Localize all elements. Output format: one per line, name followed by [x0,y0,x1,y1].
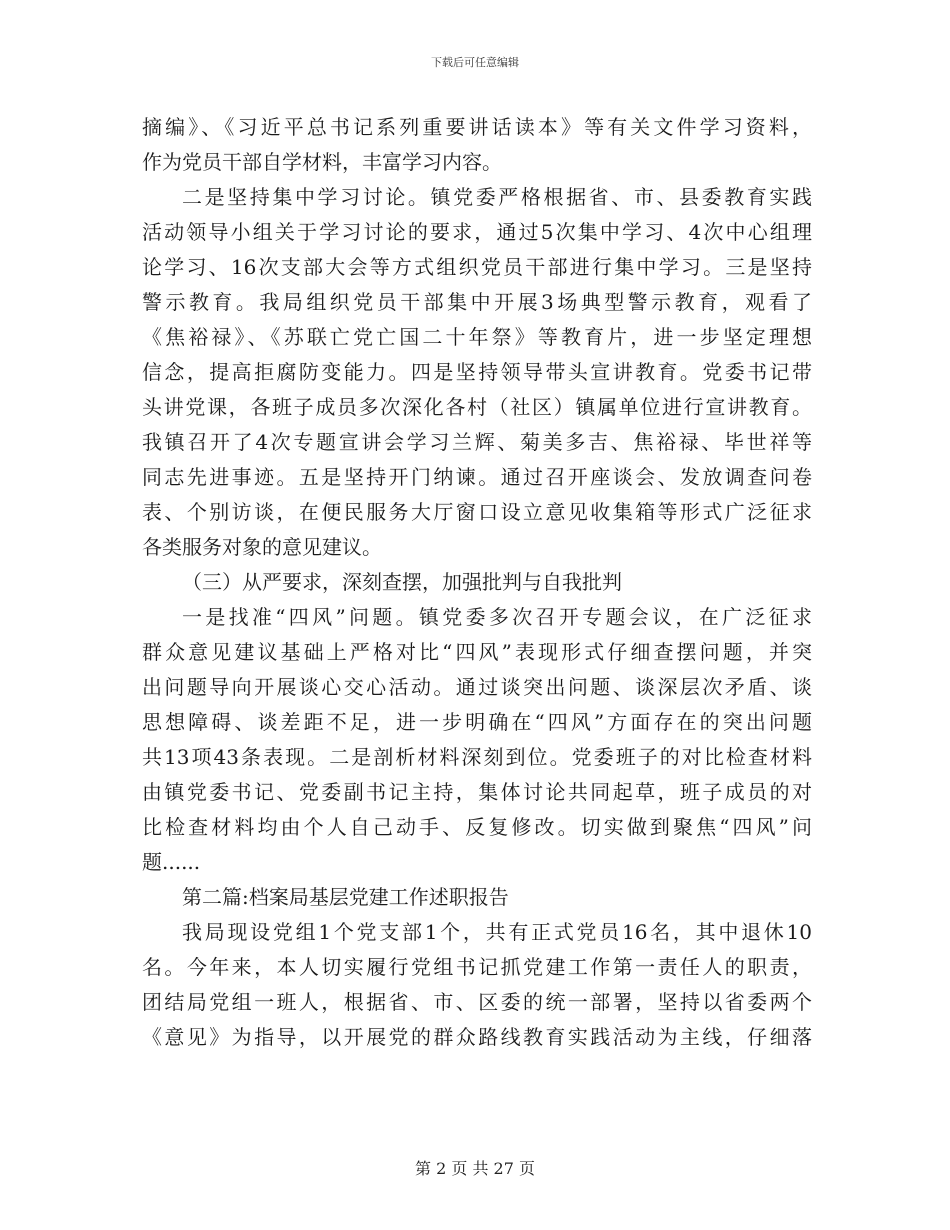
text-line: 思想障碍、谈差距不足，进一步明确在“四风”方面存在的突出问题 [142,710,812,734]
text-line: 同志先进事迹。五是坚持开门纳谏。通过召开座谈会、发放调查问卷 [142,465,812,489]
text-line: 由镇党委书记、党委副书记主持，集体讨论共同起草，班子成员的对 [142,780,812,804]
text-line: 警示教育。我局组织党员干部集中开展3场典型警示教育，观看了 [142,290,812,314]
section-heading: 第二篇:档案局基层党建工作述职报告 [182,885,509,909]
text-line: 作为党员干部自学材料，丰富学习内容。 [142,150,502,174]
text-line: 活动领导小组关于学习讨论的要求，通过5次集中学习、4次中心组理 [142,220,812,244]
text-line: 比检查材料均由个人自己动手、反复修改。切实做到聚焦“四风”问 [142,815,812,839]
page-header: 下载后可任意编辑 [431,56,519,69]
page-number: 第 2 页 共 27 页 [415,1159,535,1178]
text-line: 我局现设党组1个党支部1个，共有正式党员16名，其中退休10 [182,920,812,944]
text-line: 群众意见建议基础上严格对比“四风”表现形式仔细查摆问题，并突 [142,640,812,664]
text-line: 各类服务对象的意见建议。 [142,535,382,559]
text-line: 表、个别访谈，在便民服务大厅窗口设立意见收集箱等形式广泛征求 [142,500,812,524]
text-line: 出问题导向开展谈心交心活动。通过谈突出问题、谈深层次矛盾、谈 [142,675,812,699]
text-line: 二是坚持集中学习讨论。镇党委严格根据省、市、县委教育实践 [182,185,812,209]
text-line: 名。今年来，本人切实履行党组书记抓党建工作第一责任人的职责， [142,955,812,979]
text-line: 摘编》、《习近平总书记系列重要讲话读本》等有关文件学习资料， [142,115,812,139]
text-line: 团结局党组一班人，根据省、市、区委的统一部署，坚持以省委两个 [142,990,812,1014]
document-body [142,110,812,1055]
text-line: 信念，提高拒腐防变能力。四是坚持领导带头宣讲教育。党委书记带 [142,360,812,384]
section-heading: （三）从严要求，深刻查摆，加强批判与自我批判 [182,570,622,594]
text-line: 《焦裕禄》、《苏联亡党亡国二十年祭》等教育片，进一步坚定理想 [142,325,812,349]
text-line: 头讲党课，各班子成员多次深化各村（社区）镇属单位进行宣讲教育。 [142,395,812,419]
text-line: 《意见》为指导，以开展党的群众路线教育实践活动为主线，仔细落 [142,1025,812,1049]
text-line: 论学习、16次支部大会等方式组织党员干部进行集中学习。三是坚持 [142,255,812,279]
text-line: 共13项43条表现。二是剖析材料深刻到位。党委班子的对比检查材料 [142,745,812,769]
text-line: 我镇召开了4次专题宣讲会学习兰辉、菊美多吉、焦裕禄、毕世祥等 [142,430,812,454]
text-line: 题...... [142,850,201,874]
text-line: 一是找准“四风”问题。镇党委多次召开专题会议，在广泛征求 [182,605,812,629]
